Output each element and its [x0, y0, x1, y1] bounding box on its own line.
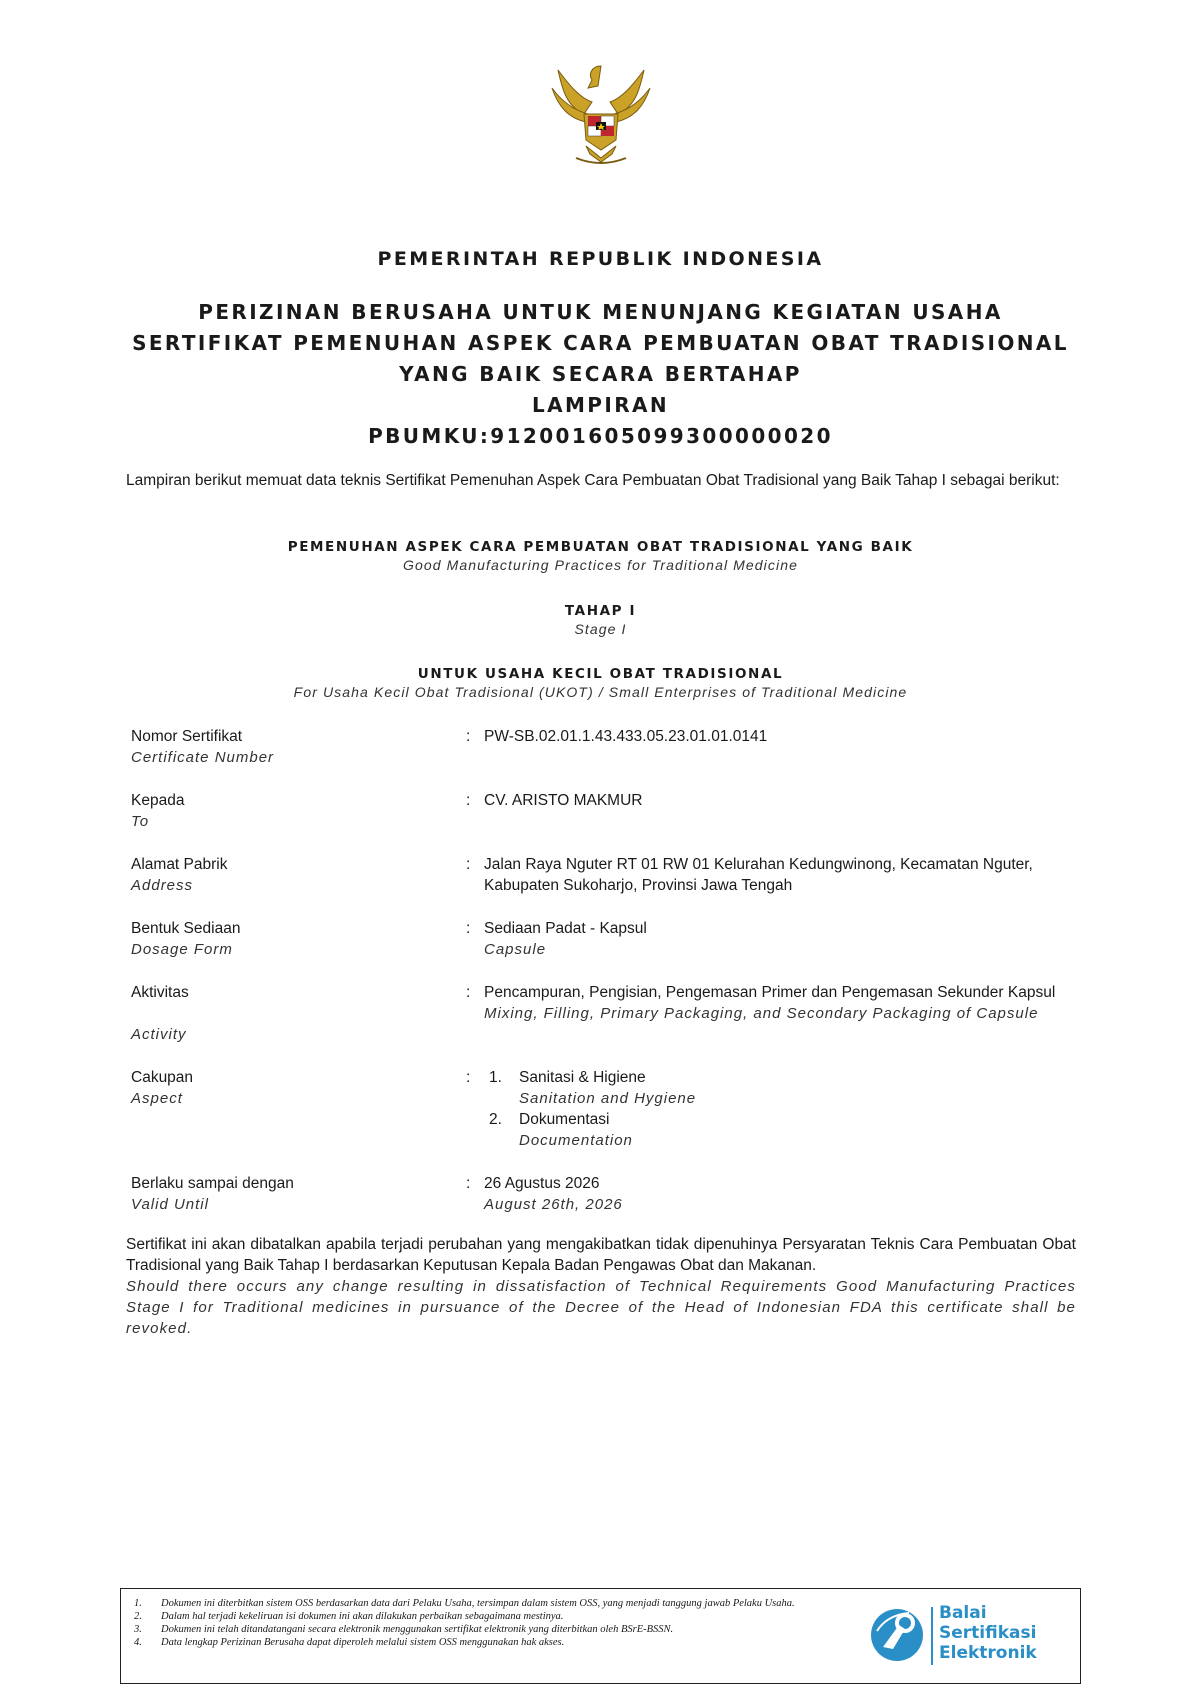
revocation-statement: [126, 1234, 1076, 1339]
field-value: Pencampuran, Pengisian, Pengemasan Primer dan Pengemasan Sekunder Kapsul: [484, 984, 1056, 1001]
field-label: Kepada: [131, 792, 185, 809]
aspect-item-text-en: Documentation: [519, 1132, 633, 1149]
footer-note: [131, 1623, 871, 1636]
bsre-logo-divider: [931, 1607, 933, 1665]
field-value: CV. ARISTO MAKMUR: [484, 792, 643, 809]
bsre-logo-line: Balai: [939, 1603, 987, 1623]
footer-note-text: Data lengkap Perizinan Berusaha dapat diperoleh melalui sistem OSS menggunakan hak akses.: [161, 1637, 565, 1648]
section-heading: UNTUK USAHA KECIL OBAT TRADISIONAL: [417, 666, 784, 682]
intro-paragraph: Lampiran berikut memuat data teknis Sertifikat Pemenuhan Aspek Cara Pembuatan Obat Tradisional yang Baik Tahap I sebagai berikut:: [126, 472, 1060, 489]
bsre-logo-line: Sertifikasi: [939, 1623, 1037, 1643]
field-label-en: Aspect: [131, 1090, 183, 1107]
aspect-item-number: 1.: [489, 1069, 502, 1086]
aspect-item-text: Sanitasi & Higiene: [519, 1069, 646, 1086]
aspect-item-text: Dokumentasi: [519, 1111, 610, 1128]
bsre-logo-icon: [869, 1601, 925, 1665]
footer-note: [131, 1597, 871, 1610]
footer-note-text: Dalam hal terjadi kekeliruan isi dokumen ini akan dilakukan perbaikan sebagaimana mestinya.: [161, 1611, 564, 1622]
title-line: YANG BAIK SECARA BERTAHAP: [399, 362, 802, 386]
field-label: Alamat Pabrik: [131, 856, 228, 873]
field-value-en: Mixing, Filling, Primary Packaging, and Secondary Packaging of Capsule: [484, 1005, 1039, 1022]
colon: :: [466, 920, 471, 937]
section-cpotb: [0, 539, 1201, 573]
title-line: LAMPIRAN: [531, 393, 670, 417]
field-label-en: Dosage Form: [131, 941, 233, 958]
garuda-emblem-icon: [548, 58, 654, 168]
footer-note-number: 2.: [134, 1611, 142, 1622]
colon: :: [466, 984, 471, 1001]
footer-note-number: 4.: [134, 1637, 142, 1648]
section-subheading: For Usaha Kecil Obat Tradisional (UKOT) / Small Enterprises of Traditional Medicine: [293, 684, 908, 700]
field-label: Nomor Sertifikat: [131, 728, 243, 745]
bsre-logo: [869, 1601, 1069, 1673]
title-line: SERTIFIKAT PEMENUHAN ASPEK CARA PEMBUATAN OBAT TRADISIONAL: [132, 331, 1069, 355]
pbumku-number: PBUMKU:912001605099300000020: [368, 424, 833, 448]
field-value: Jalan Raya Nguter RT 01 RW 01 Kelurahan Kedungwinong, Kecamatan Nguter, Kabupaten Sukoharjo, Provinsi Jawa Tengah: [484, 856, 1033, 894]
colon: :: [466, 728, 471, 745]
footer-note-text: Dokumen ini diterbitkan sistem OSS berdasarkan data dari Pelaku Usaha, tersimpan dalam sistem OSS, yang menjadi tanggung jawab Pelaku Usaha.: [161, 1598, 795, 1609]
government-heading: PEMERINTAH REPUBLIK INDONESIA: [377, 248, 824, 270]
field-value: 26 Agustus 2026: [484, 1175, 600, 1192]
aspect-item-text-en: Sanitation and Hygiene: [519, 1090, 697, 1107]
footer-note: [131, 1610, 871, 1623]
footer-box: [120, 1588, 1081, 1684]
field-value: Sediaan Padat - Kapsul: [484, 920, 647, 937]
bsre-logo-line: Elektronik: [939, 1643, 1037, 1663]
section-ukot: [0, 666, 1201, 700]
document-title: [0, 297, 1201, 452]
title-line: PERIZINAN BERUSAHA UNTUK MENUNJANG KEGIATAN USAHA: [198, 300, 1003, 324]
section-heading: PEMENUHAN ASPEK CARA PEMBUATAN OBAT TRADISIONAL YANG BAIK: [287, 539, 914, 555]
section-stage: [0, 603, 1201, 637]
section-subheading: Good Manufacturing Practices for Traditional Medicine: [403, 557, 798, 573]
aspect-item-number: 2.: [489, 1111, 502, 1128]
field-label-en: To: [131, 813, 150, 830]
field-label-en: Address: [131, 877, 194, 894]
bsre-logo-text: [939, 1603, 1037, 1663]
field-label: Aktivitas: [131, 984, 189, 1001]
aspect-item: [484, 1109, 1074, 1151]
colon: :: [466, 792, 471, 809]
field-value-en: August 26th, 2026: [484, 1196, 623, 1213]
revocation-text: Sertifikat ini akan dibatalkan apabila terjadi perubahan yang mengakibatkan tidak dipenuhinya Persyaratan Teknis Cara Pembuatan Obat Tradisional yang Baik Tahap I berdasarkan Keputusan Kepala Badan Pengawas Obat dan Makanan.: [126, 1236, 1076, 1274]
field-label: Berlaku sampai dengan: [131, 1175, 294, 1192]
revocation-text-en: Should there occurs any change resulting in dissatisfaction of Technical Requirements Good Manufacturing Practices Stage I for Traditional medicines in pursuance of the Decree of the Head of Indonesian FDA this certificate shall be revoked.: [126, 1278, 1076, 1337]
field-label: Bentuk Sediaan: [131, 920, 241, 937]
footer-note-number: 1.: [134, 1598, 142, 1609]
footer-note-text: Dokumen ini telah ditandatangani secara elektronik menggunakan sertifikat elektronik yang diterbitkan oleh BSrE-BSSN.: [161, 1624, 674, 1635]
colon: :: [466, 1069, 471, 1086]
field-label-en: Activity: [131, 1026, 187, 1043]
field-value: PW-SB.02.01.1.43.433.05.23.01.01.0141: [484, 728, 768, 745]
colon: :: [466, 856, 471, 873]
footer-note: [131, 1636, 871, 1649]
footer-note-number: 3.: [134, 1624, 142, 1635]
field-label-en: Certificate Number: [131, 749, 275, 766]
section-heading: TAHAP I: [564, 603, 637, 619]
field-value-en: Capsule: [484, 941, 547, 958]
field-label: Cakupan: [131, 1069, 194, 1086]
section-subheading: Stage I: [574, 621, 627, 637]
field-label-en: Valid Until: [131, 1196, 209, 1213]
footer-notes: [131, 1597, 871, 1649]
colon: :: [466, 1175, 471, 1192]
aspect-item: [484, 1067, 1074, 1109]
